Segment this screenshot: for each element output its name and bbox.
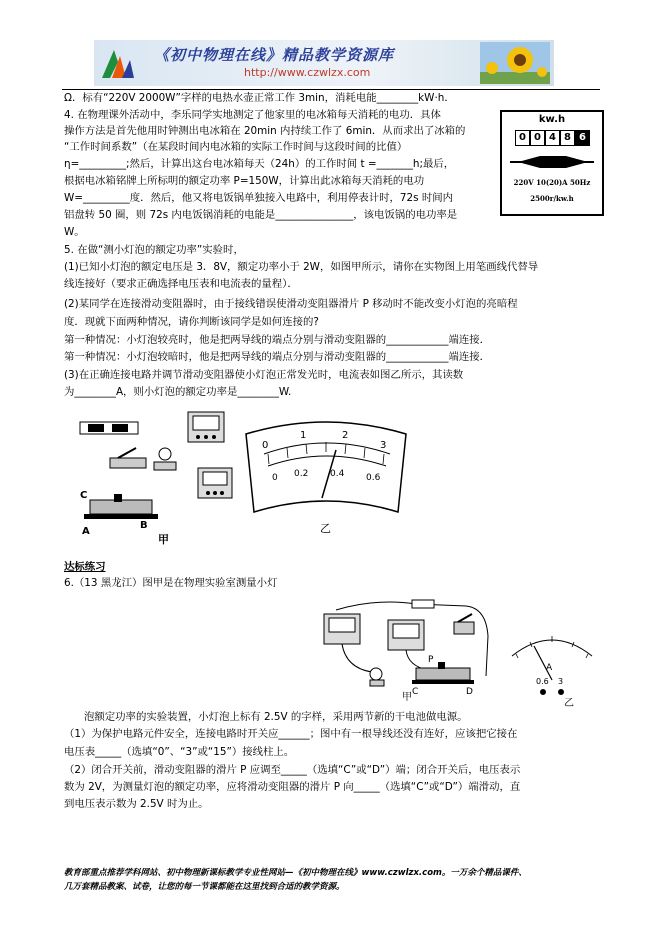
meter-unit: kw.h [538,114,566,125]
q5-line-7: (3)在正确连接电路并调节滑动变阻器使小灯泡正常发光时，电流表如图乙所示，其读数 [64,369,464,381]
scale-top-2: 2 [342,430,349,441]
label-b: B [140,520,148,531]
q6-line-3: 电压表_____（选填“0”、“3”或“15”）接线柱上。 [64,746,295,758]
q5-line-8: 为________A，则小灯泡的额定功率是________W. [64,386,292,398]
q6-line-4: （2）闭合开关前，滑动变阻器的滑片 P 应调至_____（选填“C”或“D”）端；闭合开关后，电压表示 [64,764,521,776]
q3-line: Ω．标有“220V 2000W”字样的电热水壶正常工作 3min，消耗电能________kW·h． [64,92,455,104]
figure-jia-circuit [316,596,496,706]
q5-line-6: 第一种情况：小灯泡较暗时，他是把两导线的端点分别与滑动变阻器的____________端连接． [64,351,491,363]
energy-meter [500,110,604,216]
meter-counter [515,130,590,146]
header-rule [62,89,600,90]
label-d: D [466,687,473,697]
small-meter-06: 0.6 [536,677,549,686]
meter-disc-icon [510,152,594,172]
section-title: 达标练习 [64,561,106,573]
meter-digit: 4 [545,130,560,146]
meter-rating: 220V 10(20)A 50Hz [513,178,591,187]
q5-line-1: (1)已知小灯泡的额定电压是 3．8V，额定功率小于 2W，如图甲所示，请你在实物图上用笔画线代替导 [64,261,539,273]
q5-line-2: 线连接好（要求正确选择电压表和电流表的量程）． [64,278,298,290]
q5-line-3: (2)某同学在连接滑动变阻器时，由于接线错误使滑动变阻器滑片 P 移动时不能改变小灯泡的亮暗程 [64,298,518,310]
q4-line-4: η=_________;然后，计算出这台电冰箱每天（24h）的工作时间 t =_______h;最后， [64,158,455,170]
label-a: A [82,526,90,537]
label-p: P [428,655,434,665]
scale-bottom-0: 0 [272,473,278,483]
meter-digit: 6 [575,130,590,146]
figure-jia-apparatus [70,410,245,545]
small-meter-a: A [546,663,553,673]
banner-url[interactable]: http://www.czwlzx.com [244,66,371,79]
small-meter-3: 3 [558,677,564,686]
scale-top-0: 0 [262,440,269,451]
q6-line-6: 到电压表示数为 2.5V 时为止。 [64,798,209,810]
label-c-2: C [412,687,419,697]
label-jia-1: 甲 [158,533,169,545]
q4-line-6: W=_________度．然后，他又将电饭锅单独接入电路中，利用停表计时，72s 时间内 [64,192,454,204]
banner-title: 《初中物理在线》精品教学资源库 [154,46,395,64]
q6-line-2: （1）为保护电路元件安全，连接电路时开关应______；图中有一根导线还没有连好，应该把它接在 [64,728,518,740]
meter-digit: 0 [515,130,530,146]
footer-line-2: 几万套精品教案、试卷，让您的每一节课都能在这里找到合适的教学资源。 [64,882,345,892]
q4-line-3: “工作时间系数”（在某段时间内电冰箱的实际工作时间与这段时间的比值） [64,141,408,153]
q4-line-5: 根据电冰箱铭牌上所标明的额定功率 P=150W，计算出此冰箱每天消耗的电功 [64,175,425,187]
q4-line-7: 铝盘转 50 圈，则 72s 内电饭锅消耗的电能是_______________，该电饭锅的电功率是 [64,209,458,221]
scale-bottom-2: 0.4 [330,469,345,479]
q4-line-2: 操作方法是首先他用时钟测出电冰箱在 20min 内持续工作了 6min．从而求出了冰箱的 [64,125,466,137]
meter-revs: 2500r/kw.h [530,194,574,203]
header-banner [94,40,554,86]
figure-yi-small-meter [506,618,598,708]
label-yi-2: 乙 [564,698,574,708]
q5-line-4: 度．现就下面两种情况，请你判断该同学是如何连接的? [64,316,319,328]
q4-line-1: 4. 在物理课外活动中，李乐同学实地测定了他家里的电冰箱每天消耗的电功．具体 [64,109,441,121]
sunflower-icon [480,42,550,84]
q6-line-5: 数为 2V，为测量灯泡的额定功率，应将滑动变阻器的滑片 P 向_____（选填“C”或“D”）端滑动，直 [64,781,521,793]
meter-digit: 0 [530,130,545,146]
scale-top-3: 3 [380,440,387,451]
site-logo-icon [100,46,136,80]
q6-line-0: 6.（13 黑龙江）图甲是在物理实验室测量小灯 [64,577,278,589]
figure-yi-ammeter-face [244,412,409,537]
q5-line-5: 第一种情况：小灯泡较亮时，他是把两导线的端点分别与滑动变阻器的____________端连接． [64,334,491,346]
label-c: C [80,490,88,501]
footer-line-1: 教育部重点推荐学科网站、初中物理新课标教学专业性网站—《初中物理在线》www.czwlzx.com。一万余个精品课件、 [64,868,527,878]
scale-top-1: 1 [300,430,307,441]
q4-line-8: W。 [64,226,85,238]
label-yi-1: 乙 [320,522,331,535]
meter-digit: 8 [560,130,575,146]
q6-line-1: 泡额定功率的实验装置，小灯泡上标有 2.5V 的字样，采用两节新的干电池做电源。 [84,711,468,723]
q5-line-0: 5. 在做“测小灯泡的额定功率”实验时， [64,244,244,256]
label-jia-2: 甲 [402,692,412,703]
scale-bottom-1: 0.2 [294,469,309,479]
scale-bottom-3: 0.6 [366,473,381,483]
